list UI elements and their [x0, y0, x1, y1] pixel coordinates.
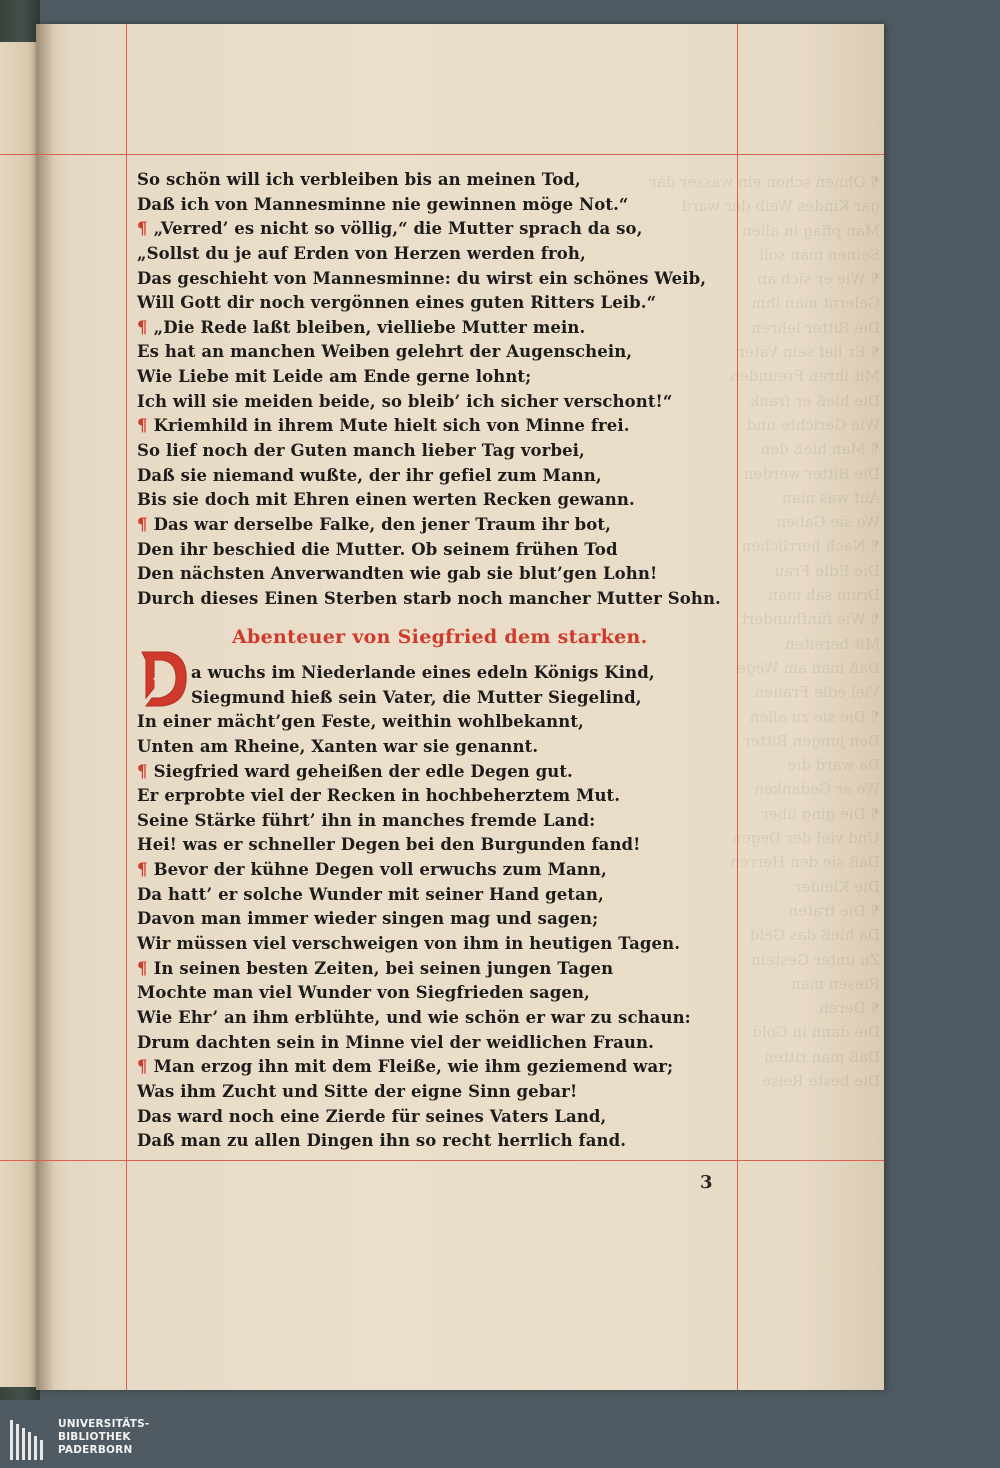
verse-line	[137, 809, 697, 834]
verse-text: Daß ich von Mannesminne nie gewinnen möge Not.“	[137, 194, 629, 214]
verse-line	[137, 587, 721, 612]
verse-text: Was ihm Zucht und Sitte der eigne Sinn gebar!	[137, 1081, 578, 1101]
verse-line	[137, 193, 697, 218]
verse-text: Ich will sie meiden beide, so bleib’ ich sicher verschont!“	[137, 391, 673, 411]
verse-line	[137, 858, 697, 883]
verse-text: Das ward noch eine Zierde für seines Vaters Land,	[137, 1106, 607, 1126]
library-logo-line1: UNIVERSITÄTS-	[58, 1418, 150, 1430]
verse-text: Den nächsten Anverwandten wie gab sie blut’gen Lohn!	[137, 564, 658, 584]
library-logo-line3: PADERBORN	[58, 1444, 133, 1456]
verse-text: Siegmund hieß sein Vater, die Mutter Siegelind,	[191, 687, 642, 707]
verse-line	[137, 316, 697, 341]
verse-line	[137, 340, 697, 365]
verse-text: „Verred’ es nicht so völlig,“ die Mutter sprach da so,	[153, 219, 643, 239]
verse-line	[137, 833, 697, 858]
margin-rule-top	[0, 154, 884, 155]
verse-text: Daß sie niemand wußte, der ihr gefiel zum Mann,	[137, 465, 602, 485]
verse-text: Kriemhild in ihrem Mute hielt sich von Minne frei.	[153, 416, 630, 436]
verse-text: In einer mächt’gen Feste, weithin wohlbekannt,	[137, 712, 584, 732]
verse-text: In seinen besten Zeiten, bei seinen jungen Tagen	[153, 958, 614, 978]
verse-line	[137, 760, 697, 785]
verse-text: Hei! was er schneller Degen bei den Burgunden fand!	[137, 835, 641, 855]
chapter-heading: Abenteuer von Siegfried dem starken.	[232, 626, 648, 648]
verse-text: Mochte man viel Wunder von Siegfrieden sagen,	[137, 983, 590, 1003]
verse-text: „Die Rede laßt bleiben, vielliebe Mutter mein.	[153, 317, 586, 337]
verse-line	[137, 784, 697, 809]
verse-text: Wie Ehr’ an ihm erblühte, und wie schön er war zu schaun:	[137, 1007, 691, 1027]
verse-text: Siegfried ward geheißen der edle Degen gut.	[153, 761, 573, 781]
paragraph-mark-icon: ¶	[137, 860, 148, 880]
verse-line	[137, 686, 697, 711]
verse-line	[137, 735, 697, 760]
paragraph-mark-icon: ¶	[137, 761, 148, 781]
library-logo	[10, 1416, 210, 1462]
verse-line	[137, 439, 697, 464]
verse-line	[137, 1031, 697, 1056]
verse-text: Durch dieses Einen Sterben starb noch mancher Mutter Sohn.	[137, 588, 721, 608]
verse-line	[137, 464, 697, 489]
verse-text: Das war derselbe Falke, den jener Traum ihr bot,	[153, 514, 611, 534]
verse-line	[137, 1080, 697, 1105]
verse-line	[137, 414, 697, 439]
spine-shadow	[36, 24, 54, 1390]
verse-text: Drum dachten sein in Minne viel der weidlichen Fraun.	[137, 1032, 654, 1052]
library-logo-icon	[10, 1420, 52, 1460]
verse-line	[137, 291, 697, 316]
verse-text: Unten am Rheine, Xanten war sie genannt.	[137, 736, 539, 756]
library-logo-line2: BIBLIOTHEK	[58, 1431, 131, 1443]
verse-line	[137, 562, 697, 587]
verse-line	[137, 267, 707, 292]
verse-text: Er erprobte viel der Recken in hochbeherztem Mut.	[137, 786, 621, 806]
verse-line	[137, 513, 697, 538]
verse-text: So lief noch der Guten manch lieber Tag vorbei,	[137, 441, 585, 461]
verse-line	[137, 168, 697, 193]
verse-text: Es hat an manchen Weiben gelehrt der Augenschein,	[137, 342, 633, 362]
verse-text: „Sollst du je auf Erden von Herzen werden froh,	[137, 243, 586, 263]
verse-line	[137, 390, 697, 415]
margin-rule-bottom	[0, 1160, 884, 1161]
paragraph-mark-icon: ¶	[137, 416, 148, 436]
verse-text: So schön will ich verbleiben bis an meinen Tod,	[137, 170, 581, 189]
verse-text: Den ihr beschied die Mutter. Ob seinem frühen Tod	[137, 539, 618, 559]
verse-text: Seine Stärke führt’ ihn in manches fremde Land:	[137, 810, 596, 830]
verse-line	[137, 661, 697, 686]
verse-line	[137, 365, 697, 390]
verses-bottom	[137, 661, 697, 1154]
verse-line	[137, 981, 697, 1006]
verse-line	[137, 217, 697, 242]
verse-text: a wuchs im Niederlande eines edeln Königs Kind,	[191, 663, 655, 682]
paragraph-mark-icon: ¶	[137, 219, 148, 239]
verse-line	[137, 907, 697, 932]
verse-line	[137, 1055, 697, 1080]
page-number: 3	[700, 1172, 713, 1193]
verse-line	[137, 538, 697, 563]
verse-text: Man erzog ihn mit dem Fleiße, wie ihm geziemend war;	[153, 1057, 674, 1077]
verse-text: Wir müssen viel verschweigen von ihm in heutigen Tagen.	[137, 934, 681, 954]
paragraph-mark-icon: ¶	[137, 317, 148, 337]
show-through-texture: ¶ Ohnen schon ein wasser dar gar Kindes Weib der ward Man pflag in allen Seinen man soll ¶ Wie er sich an Gelernt man ihm Die Ritter lehren ¶ Er lief sein Vater Mit ihren Freunden Die hieß er frank Wie Gerichte und ¶ Man hieß den Die Bitter werden Auf was man Wo sie Gaben ¶ Nach herrlichen Die Edle Frau Drum sah man ¶ Wie fünfhundert Mit bereiten Daß man am Wege Viel edle Frauen ¶ Die sie zu allen Den jungen Ritter Da ward die Wo er Gedanken ¶ Die ging über Und viel der Degen Daß sie den Herren Die Kleider ¶ Die traten Da hieß das Geld Zu unter Gestein Riesen man ¶ Deren Die dann in Gold Daß man ritten Die beste Reise	[649, 173, 880, 1090]
verses-top	[137, 168, 721, 612]
verse-text: Will Gott dir noch vergönnen eines guten Ritters Leib.“	[137, 293, 657, 313]
paragraph-mark-icon: ¶	[137, 958, 148, 978]
left-page-edge	[0, 42, 36, 1387]
verse-text: Da hatt’ er solche Wunder mit seiner Hand getan,	[137, 884, 604, 904]
paragraph-mark-icon: ¶	[137, 514, 148, 534]
verse-text: Wie Liebe mit Leide am Ende gerne lohnt;	[137, 367, 532, 387]
verse-text: Daß man zu allen Dingen ihn so recht herrlich fand.	[137, 1131, 627, 1151]
verse-line	[137, 957, 697, 982]
verse-line	[137, 488, 697, 513]
verse-line	[137, 710, 697, 735]
verse-line	[137, 932, 697, 957]
verse-line	[137, 242, 697, 267]
margin-rule-left	[126, 24, 127, 1390]
paragraph-mark-icon: ¶	[137, 1057, 148, 1077]
verse-text: Bis sie doch mit Ehren einen werten Recken gewann.	[137, 490, 635, 510]
verse-text: Bevor der kühne Degen voll erwuchs zum Mann,	[153, 860, 607, 880]
verse-line	[137, 1006, 697, 1031]
verse-line	[137, 1105, 697, 1130]
verse-text: Davon man immer wieder singen mag und sagen;	[137, 909, 599, 929]
verse-text: Das geschieht von Mannesminne: du wirst ein schönes Weib,	[137, 268, 707, 288]
verse-line	[137, 883, 697, 908]
verse-line	[137, 1129, 697, 1154]
